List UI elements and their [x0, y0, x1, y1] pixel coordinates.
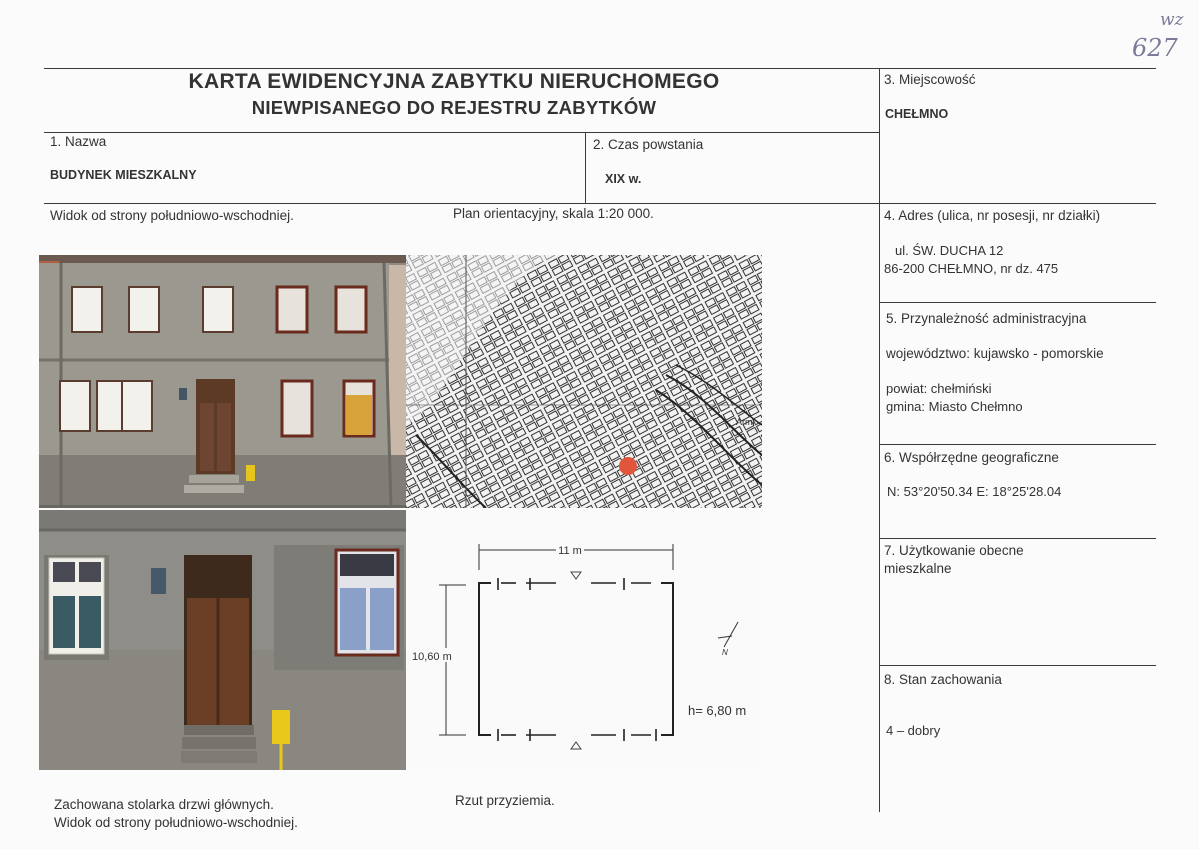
location-marker — [619, 457, 637, 475]
usage-label: 7. Użytkowanie obecne — [884, 543, 1024, 558]
section7-bottom — [880, 665, 1156, 666]
row2-line — [44, 203, 1156, 204]
plan-width-label: 11 m — [558, 545, 582, 557]
map-street-label: Armi — [736, 417, 755, 427]
photo-caption-line1: Zachowana stolarka drzwi głównych. — [54, 797, 274, 812]
plan-depth-label: 10,60 m — [412, 651, 452, 663]
handwritten-number: 627 — [1132, 34, 1178, 62]
entrance-door-photo — [39, 510, 406, 770]
building-facade-photo — [39, 255, 406, 508]
section4-bottom — [880, 302, 1156, 303]
admin-commune: gmina: Miasto Chełmno — [886, 399, 1023, 414]
locality-value: CHEŁMNO — [885, 107, 949, 121]
view-caption: Widok od strony południowo-wschodniej. — [50, 208, 294, 223]
header-bottom-line — [44, 132, 879, 133]
name-label: 1. Nazwa — [50, 134, 107, 149]
card-subtitle: NIEWPISANEGO DO REJESTRU ZABYTKÓW — [251, 97, 657, 118]
locality-label: 3. Miejscowość — [884, 72, 976, 87]
floor-plan-drawing — [406, 510, 762, 770]
floor-plan-caption: Rzut przyziemia. — [455, 793, 555, 808]
north-label: N — [722, 648, 728, 657]
photo-caption-line2: Widok od strony południowo-wschodniej. — [54, 815, 298, 830]
admin-voivodeship: województwo: kujawsko - pomorskie — [886, 346, 1104, 361]
right-column-divider — [879, 68, 880, 812]
section6-bottom — [880, 538, 1156, 539]
period-value: XIX w. — [605, 172, 642, 186]
form-top-border — [44, 68, 1156, 69]
condition-label: 8. Stan zachowania — [884, 672, 1002, 687]
section5-bottom — [880, 444, 1156, 445]
address-line1: ul. ŚW. DUCHA 12 — [895, 243, 1004, 258]
condition-value: 4 – dobry — [886, 723, 941, 738]
admin-label: 5. Przynależność administracyjna — [886, 311, 1087, 326]
map-caption: Plan orientacyjny, skala 1:20 000. — [453, 206, 654, 221]
name-value: BUDYNEK MIESZKALNY — [50, 168, 197, 182]
usage-value: mieszkalne — [884, 561, 952, 576]
plan-height-label: h= 6,80 m — [688, 703, 747, 718]
coords-label: 6. Współrzędne geograficzne — [884, 450, 1059, 465]
name-period-divider — [585, 132, 586, 204]
card-title: KARTA EWIDENCYJNA ZABYTKU NIERUCHOMEGO — [188, 70, 720, 93]
handwritten-mark: wz — [1160, 10, 1184, 30]
address-label: 4. Adres (ulica, nr posesji, nr działki) — [884, 208, 1101, 223]
address-line2: 86-200 CHEŁMNO, nr dz. 475 — [884, 261, 1059, 276]
admin-county: powiat: chełmiński — [886, 381, 992, 396]
orientation-map — [406, 255, 762, 508]
period-label: 2. Czas powstania — [593, 137, 704, 152]
coords-value: N: 53°20'50.34 E: 18°25'28.04 — [887, 484, 1062, 499]
